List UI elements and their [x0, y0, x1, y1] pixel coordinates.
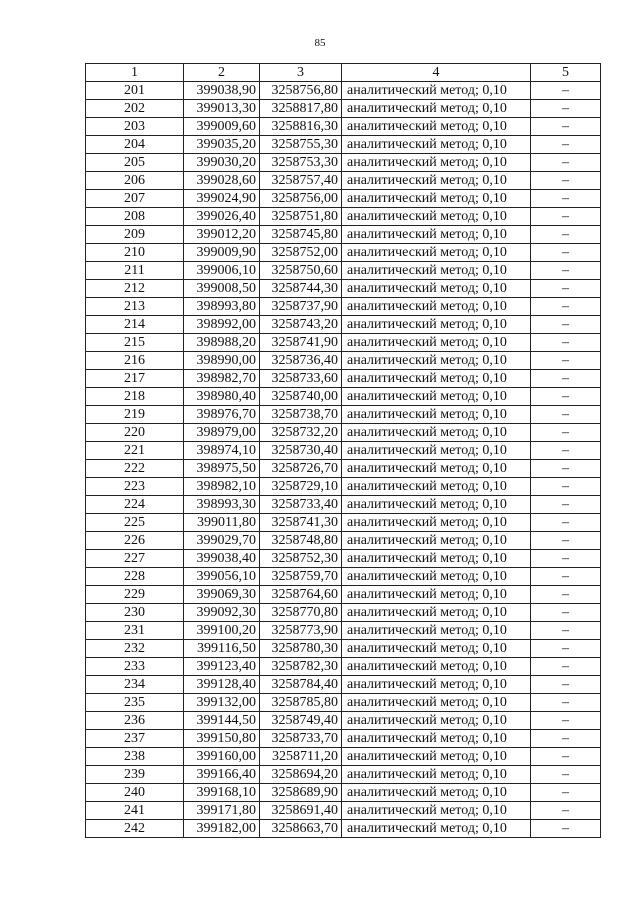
- table-row: [86, 100, 601, 118]
- note-cell: –: [531, 802, 601, 820]
- column-header-4: 4: [342, 64, 531, 82]
- point-number-cell: 240: [86, 784, 184, 802]
- note-cell: –: [531, 604, 601, 622]
- y-coordinate-cell: 3258740,00: [260, 388, 342, 406]
- x-coordinate-cell: 399030,20: [184, 154, 260, 172]
- note-cell: –: [531, 496, 601, 514]
- x-coordinate-cell: 399092,30: [184, 604, 260, 622]
- y-coordinate-cell: 3258752,00: [260, 244, 342, 262]
- note-cell: –: [531, 370, 601, 388]
- point-number-cell: 205: [86, 154, 184, 172]
- column-header-1: 1: [86, 64, 184, 82]
- table-body: [86, 82, 601, 838]
- method-accuracy-cell: аналитический метод; 0,10: [342, 496, 531, 514]
- method-accuracy-cell: аналитический метод; 0,10: [342, 478, 531, 496]
- x-coordinate-cell: 399013,30: [184, 100, 260, 118]
- note-cell: –: [531, 82, 601, 100]
- point-number-cell: 235: [86, 694, 184, 712]
- point-number-cell: 212: [86, 280, 184, 298]
- point-number-cell: 221: [86, 442, 184, 460]
- point-number-cell: 206: [86, 172, 184, 190]
- column-header-5: 5: [531, 64, 601, 82]
- table-row: [86, 208, 601, 226]
- x-coordinate-cell: 398988,20: [184, 334, 260, 352]
- method-accuracy-cell: аналитический метод; 0,10: [342, 118, 531, 136]
- table-row: [86, 118, 601, 136]
- table-row: [86, 460, 601, 478]
- point-number-cell: 226: [86, 532, 184, 550]
- method-accuracy-cell: аналитический метод; 0,10: [342, 802, 531, 820]
- x-coordinate-cell: 399008,50: [184, 280, 260, 298]
- x-coordinate-cell: 399028,60: [184, 172, 260, 190]
- point-number-cell: 214: [86, 316, 184, 334]
- table-row: [86, 262, 601, 280]
- y-coordinate-cell: 3258748,80: [260, 532, 342, 550]
- note-cell: –: [531, 190, 601, 208]
- note-cell: –: [531, 532, 601, 550]
- note-cell: –: [531, 298, 601, 316]
- point-number-cell: 239: [86, 766, 184, 784]
- point-number-cell: 216: [86, 352, 184, 370]
- x-coordinate-cell: 399100,20: [184, 622, 260, 640]
- y-coordinate-cell: 3258816,30: [260, 118, 342, 136]
- note-cell: –: [531, 460, 601, 478]
- table-row: [86, 622, 601, 640]
- table-row: [86, 316, 601, 334]
- table-row: [86, 82, 601, 100]
- note-cell: –: [531, 334, 601, 352]
- point-number-cell: 231: [86, 622, 184, 640]
- note-cell: –: [531, 784, 601, 802]
- table-row: [86, 640, 601, 658]
- table-row: [86, 658, 601, 676]
- method-accuracy-cell: аналитический метод; 0,10: [342, 784, 531, 802]
- method-accuracy-cell: аналитический метод; 0,10: [342, 262, 531, 280]
- note-cell: –: [531, 280, 601, 298]
- method-accuracy-cell: аналитический метод; 0,10: [342, 568, 531, 586]
- method-accuracy-cell: аналитический метод; 0,10: [342, 406, 531, 424]
- y-coordinate-cell: 3258663,70: [260, 820, 342, 838]
- table-row: [86, 406, 601, 424]
- table-row: [86, 226, 601, 244]
- x-coordinate-cell: 399009,90: [184, 244, 260, 262]
- point-number-cell: 204: [86, 136, 184, 154]
- y-coordinate-cell: 3258691,40: [260, 802, 342, 820]
- note-cell: –: [531, 622, 601, 640]
- method-accuracy-cell: аналитический метод; 0,10: [342, 604, 531, 622]
- y-coordinate-cell: 3258785,80: [260, 694, 342, 712]
- note-cell: –: [531, 550, 601, 568]
- y-coordinate-cell: 3258780,30: [260, 640, 342, 658]
- table-row: [86, 154, 601, 172]
- point-number-cell: 241: [86, 802, 184, 820]
- y-coordinate-cell: 3258689,90: [260, 784, 342, 802]
- table-row: [86, 766, 601, 784]
- table-row: [86, 514, 601, 532]
- point-number-cell: 232: [86, 640, 184, 658]
- x-coordinate-cell: 398974,10: [184, 442, 260, 460]
- point-number-cell: 201: [86, 82, 184, 100]
- note-cell: –: [531, 442, 601, 460]
- point-number-cell: 208: [86, 208, 184, 226]
- y-coordinate-cell: 3258737,90: [260, 298, 342, 316]
- method-accuracy-cell: аналитический метод; 0,10: [342, 640, 531, 658]
- method-accuracy-cell: аналитический метод; 0,10: [342, 460, 531, 478]
- x-coordinate-cell: 399069,30: [184, 586, 260, 604]
- y-coordinate-cell: 3258755,30: [260, 136, 342, 154]
- note-cell: –: [531, 208, 601, 226]
- method-accuracy-cell: аналитический метод; 0,10: [342, 316, 531, 334]
- method-accuracy-cell: аналитический метод; 0,10: [342, 424, 531, 442]
- note-cell: –: [531, 694, 601, 712]
- point-number-cell: 225: [86, 514, 184, 532]
- x-coordinate-cell: 398976,70: [184, 406, 260, 424]
- table-row: [86, 352, 601, 370]
- x-coordinate-cell: 399166,40: [184, 766, 260, 784]
- y-coordinate-cell: 3258784,40: [260, 676, 342, 694]
- note-cell: –: [531, 676, 601, 694]
- point-number-cell: 213: [86, 298, 184, 316]
- table-row: [86, 388, 601, 406]
- y-coordinate-cell: 3258745,80: [260, 226, 342, 244]
- point-number-cell: 233: [86, 658, 184, 676]
- point-number-cell: 227: [86, 550, 184, 568]
- method-accuracy-cell: аналитический метод; 0,10: [342, 136, 531, 154]
- point-number-cell: 211: [86, 262, 184, 280]
- y-coordinate-cell: 3258751,80: [260, 208, 342, 226]
- method-accuracy-cell: аналитический метод; 0,10: [342, 280, 531, 298]
- table-row: [86, 820, 601, 838]
- table-row: [86, 730, 601, 748]
- y-coordinate-cell: 3258770,80: [260, 604, 342, 622]
- point-number-cell: 210: [86, 244, 184, 262]
- note-cell: –: [531, 568, 601, 586]
- y-coordinate-cell: 3258759,70: [260, 568, 342, 586]
- point-number-cell: 220: [86, 424, 184, 442]
- note-cell: –: [531, 766, 601, 784]
- table-row: [86, 568, 601, 586]
- x-coordinate-cell: 399006,10: [184, 262, 260, 280]
- method-accuracy-cell: аналитический метод; 0,10: [342, 676, 531, 694]
- note-cell: –: [531, 406, 601, 424]
- note-cell: –: [531, 748, 601, 766]
- x-coordinate-cell: 399171,80: [184, 802, 260, 820]
- point-number-cell: 217: [86, 370, 184, 388]
- y-coordinate-cell: 3258757,40: [260, 172, 342, 190]
- point-number-cell: 223: [86, 478, 184, 496]
- x-coordinate-cell: 398982,70: [184, 370, 260, 388]
- table-row: [86, 694, 601, 712]
- table-row: [86, 334, 601, 352]
- note-cell: –: [531, 154, 601, 172]
- y-coordinate-cell: 3258732,20: [260, 424, 342, 442]
- method-accuracy-cell: аналитический метод; 0,10: [342, 622, 531, 640]
- y-coordinate-cell: 3258733,60: [260, 370, 342, 388]
- table-row: [86, 172, 601, 190]
- method-accuracy-cell: аналитический метод; 0,10: [342, 586, 531, 604]
- table-row: [86, 190, 601, 208]
- note-cell: –: [531, 712, 601, 730]
- note-cell: –: [531, 658, 601, 676]
- y-coordinate-cell: 3258743,20: [260, 316, 342, 334]
- x-coordinate-cell: 399150,80: [184, 730, 260, 748]
- y-coordinate-cell: 3258744,30: [260, 280, 342, 298]
- table-row: [86, 424, 601, 442]
- x-coordinate-cell: 398982,10: [184, 478, 260, 496]
- table-row: [86, 442, 601, 460]
- column-header-3: 3: [260, 64, 342, 82]
- x-coordinate-cell: 399128,40: [184, 676, 260, 694]
- x-coordinate-cell: 399116,50: [184, 640, 260, 658]
- table-row: [86, 604, 601, 622]
- coordinates-table: [85, 63, 601, 838]
- method-accuracy-cell: аналитический метод; 0,10: [342, 244, 531, 262]
- point-number-cell: 209: [86, 226, 184, 244]
- x-coordinate-cell: 399024,90: [184, 190, 260, 208]
- note-cell: –: [531, 262, 601, 280]
- method-accuracy-cell: аналитический метод; 0,10: [342, 550, 531, 568]
- x-coordinate-cell: 398990,00: [184, 352, 260, 370]
- point-number-cell: 237: [86, 730, 184, 748]
- y-coordinate-cell: 3258711,20: [260, 748, 342, 766]
- x-coordinate-cell: 399035,20: [184, 136, 260, 154]
- note-cell: –: [531, 586, 601, 604]
- note-cell: –: [531, 226, 601, 244]
- x-coordinate-cell: 399144,50: [184, 712, 260, 730]
- y-coordinate-cell: 3258738,70: [260, 406, 342, 424]
- x-coordinate-cell: 399123,40: [184, 658, 260, 676]
- point-number-cell: 236: [86, 712, 184, 730]
- y-coordinate-cell: 3258756,00: [260, 190, 342, 208]
- x-coordinate-cell: 398979,00: [184, 424, 260, 442]
- method-accuracy-cell: аналитический метод; 0,10: [342, 100, 531, 118]
- point-number-cell: 215: [86, 334, 184, 352]
- note-cell: –: [531, 730, 601, 748]
- point-number-cell: 202: [86, 100, 184, 118]
- y-coordinate-cell: 3258694,20: [260, 766, 342, 784]
- x-coordinate-cell: 399011,80: [184, 514, 260, 532]
- method-accuracy-cell: аналитический метод; 0,10: [342, 514, 531, 532]
- point-number-cell: 234: [86, 676, 184, 694]
- y-coordinate-cell: 3258736,40: [260, 352, 342, 370]
- method-accuracy-cell: аналитический метод; 0,10: [342, 658, 531, 676]
- method-accuracy-cell: аналитический метод; 0,10: [342, 82, 531, 100]
- method-accuracy-cell: аналитический метод; 0,10: [342, 154, 531, 172]
- method-accuracy-cell: аналитический метод; 0,10: [342, 388, 531, 406]
- note-cell: –: [531, 640, 601, 658]
- x-coordinate-cell: 399132,00: [184, 694, 260, 712]
- table-row: [86, 712, 601, 730]
- point-number-cell: 238: [86, 748, 184, 766]
- method-accuracy-cell: аналитический метод; 0,10: [342, 442, 531, 460]
- table-row: [86, 280, 601, 298]
- column-header-2: 2: [184, 64, 260, 82]
- note-cell: –: [531, 244, 601, 262]
- note-cell: –: [531, 316, 601, 334]
- x-coordinate-cell: 398993,80: [184, 298, 260, 316]
- table-row: [86, 802, 601, 820]
- note-cell: –: [531, 100, 601, 118]
- x-coordinate-cell: 398993,30: [184, 496, 260, 514]
- x-coordinate-cell: 399038,90: [184, 82, 260, 100]
- note-cell: –: [531, 424, 601, 442]
- y-coordinate-cell: 3258733,70: [260, 730, 342, 748]
- x-coordinate-cell: 399056,10: [184, 568, 260, 586]
- x-coordinate-cell: 399029,70: [184, 532, 260, 550]
- point-number-cell: 203: [86, 118, 184, 136]
- point-number-cell: 242: [86, 820, 184, 838]
- table-row: [86, 748, 601, 766]
- note-cell: –: [531, 514, 601, 532]
- note-cell: –: [531, 820, 601, 838]
- y-coordinate-cell: 3258753,30: [260, 154, 342, 172]
- table-row: [86, 586, 601, 604]
- note-cell: –: [531, 172, 601, 190]
- method-accuracy-cell: аналитический метод; 0,10: [342, 226, 531, 244]
- x-coordinate-cell: 399038,40: [184, 550, 260, 568]
- y-coordinate-cell: 3258764,60: [260, 586, 342, 604]
- y-coordinate-cell: 3258733,40: [260, 496, 342, 514]
- method-accuracy-cell: аналитический метод; 0,10: [342, 766, 531, 784]
- table-row: [86, 532, 601, 550]
- y-coordinate-cell: 3258817,80: [260, 100, 342, 118]
- x-coordinate-cell: 398975,50: [184, 460, 260, 478]
- method-accuracy-cell: аналитический метод; 0,10: [342, 820, 531, 838]
- point-number-cell: 224: [86, 496, 184, 514]
- method-accuracy-cell: аналитический метод; 0,10: [342, 334, 531, 352]
- table-header-row: [86, 64, 601, 82]
- y-coordinate-cell: 3258750,60: [260, 262, 342, 280]
- note-cell: –: [531, 352, 601, 370]
- note-cell: –: [531, 388, 601, 406]
- table-row: [86, 298, 601, 316]
- table-row: [86, 550, 601, 568]
- point-number-cell: 229: [86, 586, 184, 604]
- point-number-cell: 219: [86, 406, 184, 424]
- table-row: [86, 244, 601, 262]
- method-accuracy-cell: аналитический метод; 0,10: [342, 208, 531, 226]
- method-accuracy-cell: аналитический метод; 0,10: [342, 370, 531, 388]
- y-coordinate-cell: 3258741,30: [260, 514, 342, 532]
- method-accuracy-cell: аналитический метод; 0,10: [342, 172, 531, 190]
- x-coordinate-cell: 399009,60: [184, 118, 260, 136]
- method-accuracy-cell: аналитический метод; 0,10: [342, 298, 531, 316]
- y-coordinate-cell: 3258773,90: [260, 622, 342, 640]
- x-coordinate-cell: 399182,00: [184, 820, 260, 838]
- y-coordinate-cell: 3258782,30: [260, 658, 342, 676]
- y-coordinate-cell: 3258730,40: [260, 442, 342, 460]
- note-cell: –: [531, 136, 601, 154]
- note-cell: –: [531, 478, 601, 496]
- y-coordinate-cell: 3258741,90: [260, 334, 342, 352]
- method-accuracy-cell: аналитический метод; 0,10: [342, 352, 531, 370]
- method-accuracy-cell: аналитический метод; 0,10: [342, 190, 531, 208]
- method-accuracy-cell: аналитический метод; 0,10: [342, 532, 531, 550]
- y-coordinate-cell: 3258729,10: [260, 478, 342, 496]
- x-coordinate-cell: 398992,00: [184, 316, 260, 334]
- x-coordinate-cell: 398980,40: [184, 388, 260, 406]
- note-cell: –: [531, 118, 601, 136]
- table-row: [86, 676, 601, 694]
- table-row: [86, 478, 601, 496]
- x-coordinate-cell: 399026,40: [184, 208, 260, 226]
- table-row: [86, 136, 601, 154]
- x-coordinate-cell: 399168,10: [184, 784, 260, 802]
- y-coordinate-cell: 3258726,70: [260, 460, 342, 478]
- x-coordinate-cell: 399160,00: [184, 748, 260, 766]
- table-row: [86, 496, 601, 514]
- y-coordinate-cell: 3258749,40: [260, 712, 342, 730]
- y-coordinate-cell: 3258752,30: [260, 550, 342, 568]
- point-number-cell: 207: [86, 190, 184, 208]
- method-accuracy-cell: аналитический метод; 0,10: [342, 748, 531, 766]
- table-row: [86, 784, 601, 802]
- point-number-cell: 228: [86, 568, 184, 586]
- point-number-cell: 230: [86, 604, 184, 622]
- point-number-cell: 222: [86, 460, 184, 478]
- page-number: 85: [314, 37, 326, 49]
- table-row: [86, 370, 601, 388]
- method-accuracy-cell: аналитический метод; 0,10: [342, 694, 531, 712]
- method-accuracy-cell: аналитический метод; 0,10: [342, 712, 531, 730]
- method-accuracy-cell: аналитический метод; 0,10: [342, 730, 531, 748]
- x-coordinate-cell: 399012,20: [184, 226, 260, 244]
- y-coordinate-cell: 3258756,80: [260, 82, 342, 100]
- point-number-cell: 218: [86, 388, 184, 406]
